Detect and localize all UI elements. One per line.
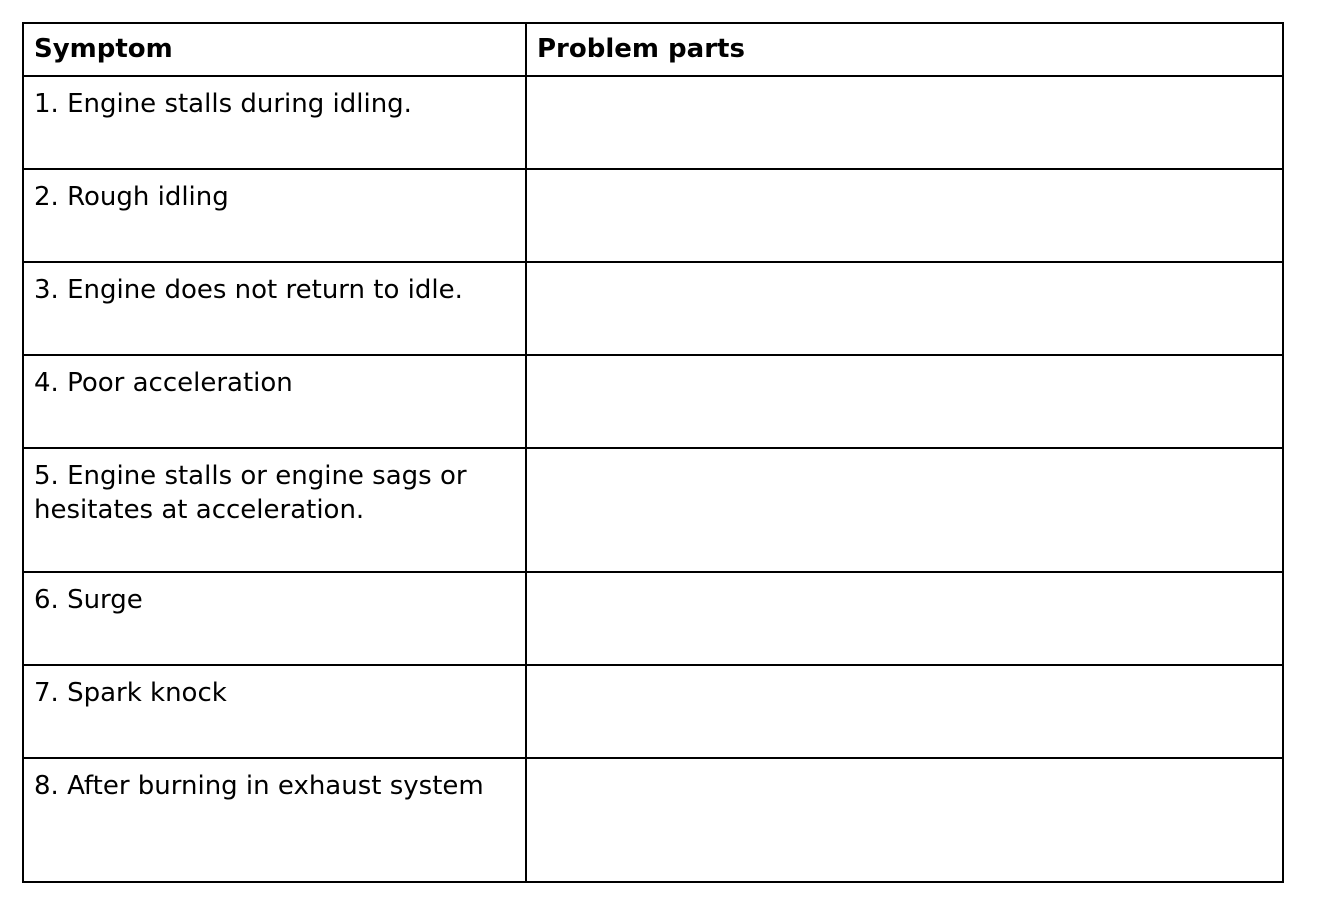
symptom-cell: 7. Spark knock	[23, 665, 526, 758]
symptom-cell: 8. After burning in exhaust system	[23, 758, 526, 882]
symptom-cell: 4. Poor acceleration	[23, 355, 526, 448]
header-symptom: Symptom	[23, 23, 526, 76]
problem-parts-cell	[526, 355, 1283, 448]
symptom-table	[22, 22, 1284, 883]
table-row	[23, 262, 1283, 355]
header-problem-parts: Problem parts	[526, 23, 1283, 76]
problem-parts-cell	[526, 169, 1283, 262]
problem-parts-cell	[526, 76, 1283, 169]
problem-parts-cell	[526, 448, 1283, 572]
table-row	[23, 665, 1283, 758]
problem-parts-cell	[526, 572, 1283, 665]
table-row	[23, 758, 1283, 882]
table-row	[23, 572, 1283, 665]
symptom-cell: 5. Engine stalls or engine sags or hesitates at acceleration.	[23, 448, 526, 572]
table-row	[23, 76, 1283, 169]
problem-parts-cell	[526, 758, 1283, 882]
problem-parts-cell	[526, 262, 1283, 355]
table-header-row	[23, 23, 1283, 76]
table-row	[23, 448, 1283, 572]
table-row	[23, 355, 1283, 448]
symptom-cell: 2. Rough idling	[23, 169, 526, 262]
symptom-cell: 3. Engine does not return to idle.	[23, 262, 526, 355]
table-row	[23, 169, 1283, 262]
problem-parts-cell	[526, 665, 1283, 758]
symptom-cell: 1. Engine stalls during idling.	[23, 76, 526, 169]
symptom-cell: 6. Surge	[23, 572, 526, 665]
